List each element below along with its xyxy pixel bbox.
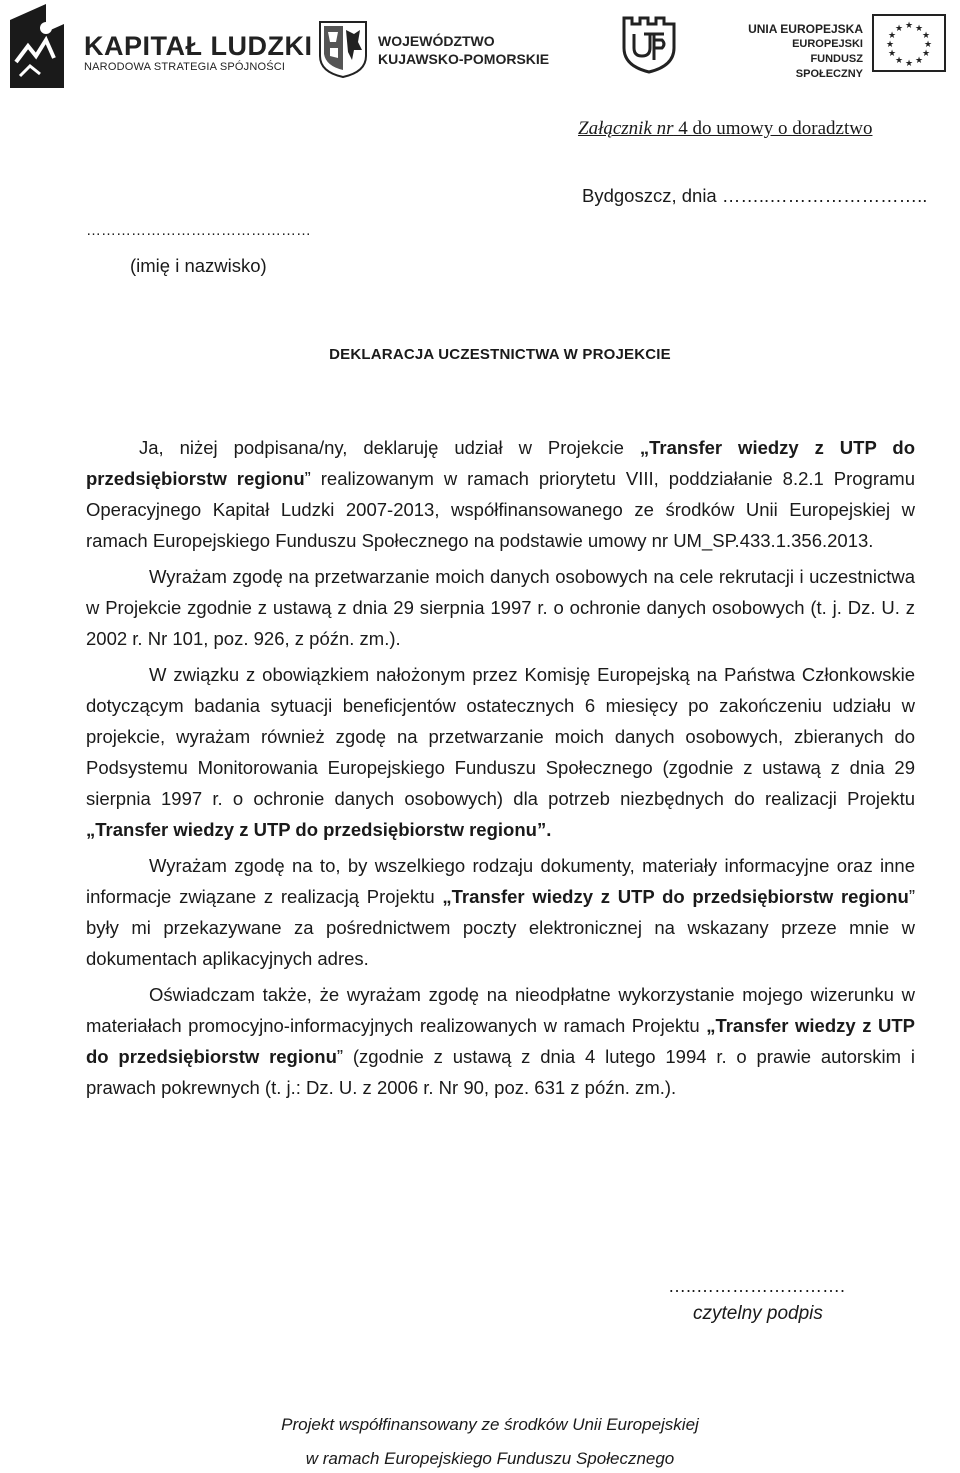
svg-text:★: ★ [887, 31, 897, 41]
svg-text:★: ★ [894, 56, 904, 66]
svg-text:★: ★ [914, 24, 924, 34]
svg-text:★: ★ [921, 31, 931, 41]
utp-crest-icon [620, 14, 678, 74]
p4-text-a: Wyrażam zgodę na to, by wszelkiego rodzaju dokumenty, materiały informacyjne oraz inne informacje związane z realizacją Projektu [86, 855, 915, 907]
ue-line1: UNIA EUROPEJSKA [748, 22, 863, 36]
svg-text:★: ★ [885, 40, 895, 50]
p5-project-name: „Transfer wiedzy z UTP do przedsiębiorstw regionu [86, 1015, 916, 1067]
wojewodztwo-line1: WOJEWÓDZTWO [378, 33, 495, 49]
svg-text:★: ★ [904, 21, 914, 31]
p3-text-a: W związku z obowiązkiem nałożonym przez Komisję Europejską na Państwa Członkowskie dotyczącym badania sytuacji beneficjentów ostatecznych 6 miesięcy po zakończeniu udziału w projekcie, wyrażam również zgodę na przetwarzanie moich danych osobowych, zbieranych do Podsystemu Monitorowania Europejskiego Funduszu Społecznego (zgodnie z ustawą z dnia 29 sierpnia 1997 r. o ochronie danych osobowych) dla potrzeb niezbędnych do realizacji Projektu [86, 664, 915, 809]
svg-text:★: ★ [894, 24, 904, 34]
paragraph-1 [86, 432, 915, 556]
signature-label: czytelny podpis [693, 1303, 823, 1324]
wojewodztwo-line2: KUJAWSKO-POMORSKIE [378, 51, 550, 67]
p4-text-c: ” były mi przekazywane za pośrednictwem poczty elektronicznej na wskazany przeze mnie w dokumentach aplikacyjnych adres. [86, 886, 915, 969]
signature-dots: …..……………………. [668, 1276, 846, 1296]
place-date: Bydgoszcz, dnia ……..…………………….. [582, 185, 928, 206]
p1-project-name: „Transfer wiedzy z UTP do przedsiębiorstw regionu [86, 437, 915, 489]
p5-text-a: Oświadczam także, że wyrażam zgodę na nieodpłatne wykorzystanie mojego wizerunku w materiałach promocyjno-informacyjnych realizowanych w ramach Projektu [86, 984, 915, 1036]
svg-text:★: ★ [914, 56, 924, 66]
paragraph-2: Wyrażam zgodę na przetwarzanie moich danych osobowych na cele rekrutacji i uczestnictwa w Projekcie zgodnie z ustawą z dnia 29 sierpnia 1997 r. o ochronie danych osobowych (t. j. Dz. U. z 2002 r. Nr 101, poz. 926, z późn. zm.). [86, 566, 915, 649]
footer-line1: Projekt współfinansowany ze środków Unii Europejskiej [281, 1415, 699, 1434]
svg-text:★: ★ [904, 59, 914, 69]
svg-text:★: ★ [923, 40, 933, 50]
eu-flag-icon [872, 14, 946, 72]
p5-text-c: ” (zgodnie z ustawą z dnia 4 lutego 1994 r. o prawie autorskim i prawach pokrewnych (t. j.: Dz. U. z 2006 r. Nr 90, poz. 631 z późn. zm.). [86, 1046, 915, 1098]
document-title: DEKLARACJA UCZESTNICTWA W PROJEKCIE [329, 346, 671, 363]
wojewodztwo-wordmark [378, 32, 549, 68]
kapital-ludzki-subtitle: NARODOWA STRATEGIA SPÓJNOŚCI [84, 61, 286, 73]
p3-text-c: ”. [536, 819, 552, 840]
document-body [86, 432, 915, 1108]
svg-text:★: ★ [887, 49, 897, 59]
kapital-ludzki-wordmark [84, 32, 312, 74]
name-dots: ……………………………………… [86, 222, 311, 239]
wojewodztwo-crest-icon [318, 20, 368, 78]
ue-line3: FUNDUSZ SPOŁECZNY [795, 53, 863, 80]
attachment-label-rest: 4 do umowy o doradztwo [673, 118, 873, 139]
attachment-label-prefix: Załącznik nr [578, 118, 674, 139]
kapital-ludzki-name: KAPITAŁ LUDZKI [84, 31, 313, 61]
p3-project-name: „Transfer wiedzy z UTP do przedsiębiorstw regionu [86, 819, 537, 840]
kapital-ludzki-logo-icon [6, 2, 64, 88]
svg-text:★: ★ [921, 49, 931, 59]
ue-wordmark [745, 22, 863, 82]
paragraph-3 [86, 659, 915, 845]
ue-line2: EUROPEJSKI [792, 38, 863, 50]
footer-line2: w ramach Europejskiego Funduszu Społecznego [305, 1449, 675, 1468]
name-label: (imię i nazwisko) [130, 255, 267, 276]
p1-text-c: ” realizowanym w ramach priorytetu VIII, poddziałanie 8.2.1 Programu Operacyjnego Kapitał Ludzki 2007-2013, współfinansowanego ze środków Unii Europejskiej w ramach Europejskiego Funduszu Społecznego na podstawie umowy nr UM_SP.433.1.356.2013. [86, 468, 915, 551]
attachment-label [578, 118, 872, 140]
p4-project-name: „Transfer wiedzy z UTP do przedsiębiorstw regionu [442, 886, 909, 907]
p1-text-a: Ja, niżej podpisana/ny, deklaruję udział w Projekcie [139, 437, 640, 458]
paragraph-5 [86, 979, 915, 1103]
paragraph-4 [86, 850, 915, 974]
